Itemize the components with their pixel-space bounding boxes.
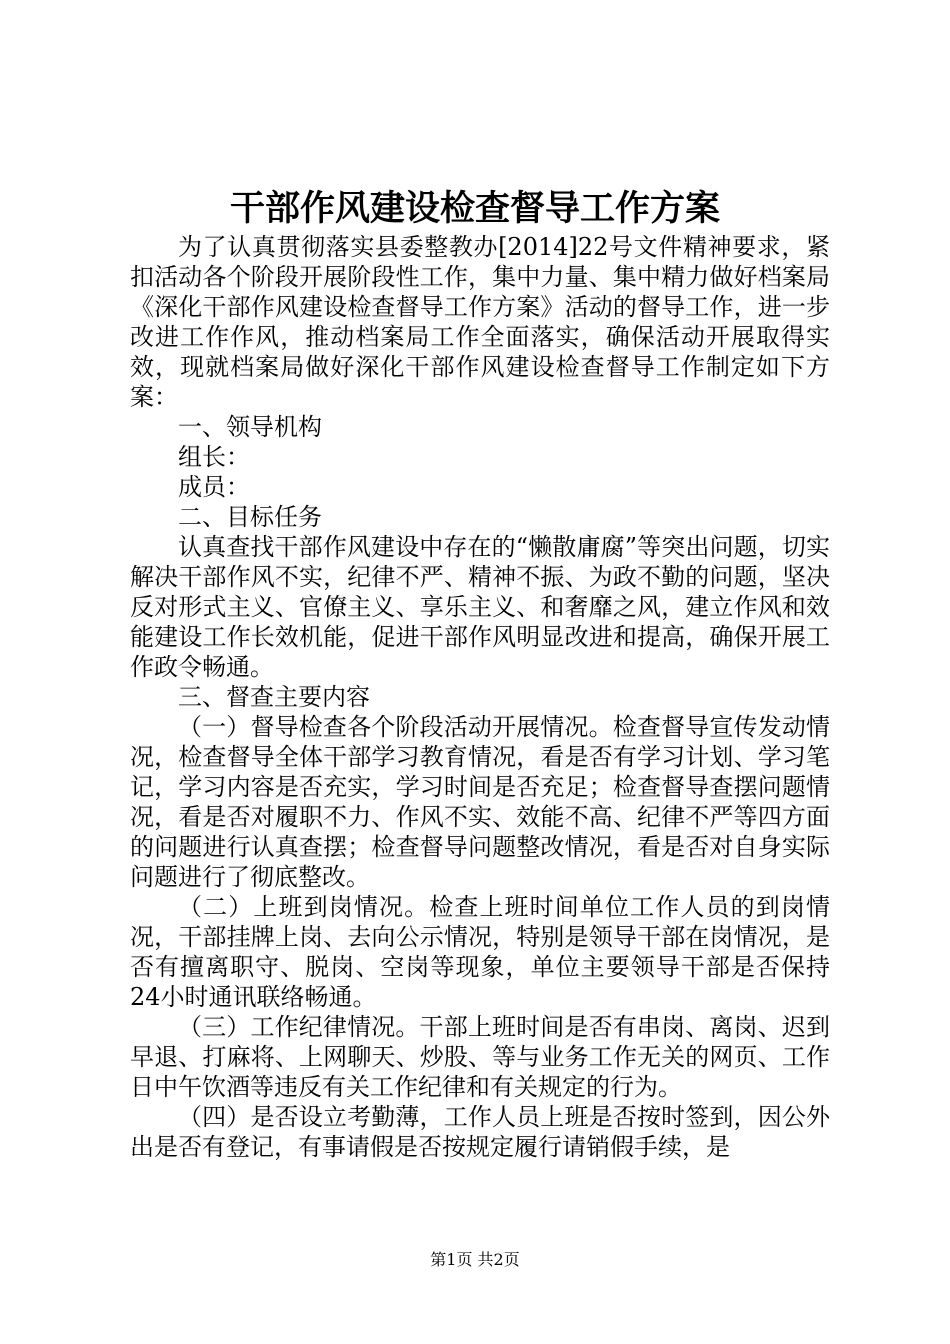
heading-goals: 二、目标任务 [178, 503, 322, 531]
heading-leadership: 一、领导机构 [178, 413, 322, 441]
page-footer: 第1页 共2页 [430, 1250, 520, 1269]
field-members: 成员： [178, 473, 250, 501]
document-body [130, 232, 830, 1162]
paragraph-item-2: （二）上班到岗情况。检查上班时间单位工作人员的到岗情况，干部挂牌上岗、去向公示情况，特别是领导干部在岗情况，是否有擅离职守、脱岗、空岗等现象，单位主要领导干部是否保持24小时通讯联络畅通。 [130, 893, 830, 1011]
paragraph-item-4: （四）是否设立考勤薄，工作人员上班是否按时签到，因公外出是否有登记，有事请假是否按规定履行请销假手续，是 [130, 1103, 830, 1161]
paragraph-item-3: （三）工作纪律情况。干部上班时间是否有串岗、离岗、迟到早退、打麻将、上网聊天、炒股、等与业务工作无关的网页、工作日中午饮酒等违反有关工作纪律和有关规定的行为。 [130, 1013, 830, 1101]
document-title: 干部作风建设检查督导工作方案 [229, 188, 720, 229]
paragraph-intro: 为了认真贯彻落实县委整教办[2014]22号文件精神要求，紧扣活动各个阶段开展阶段性工作，集中力量、集中精力做好档案局《深化干部作风建设检查督导工作方案》活动的督导工作，进一步改进工作作风，推动档案局工作全面落实，确保活动开展取得实效，现就档案局做好深化干部作风建设检查督导工作制定如下方案： [130, 233, 830, 411]
paragraph-goals: 认真查找干部作风建设中存在的“懒散庸腐”等突出问题，切实解决干部作风不实，纪律不严、精神不振、为政不勤的问题，坚决反对形式主义、官僚主义、享乐主义、和奢靡之风，建立作风和效能建设工作长效机能，促进干部作风明显改进和提高，确保开展工作政令畅通。 [130, 533, 830, 681]
paragraph-item-1: （一）督导检查各个阶段活动开展情况。检查督导宣传发动情况，检查督导全体干部学习教育情况，看是否有学习计划、学习笔记，学习内容是否充实，学习时间是否充足；检查督导查摆问题情况，看是否对履职不力、作风不实、效能不高、纪律不严等四方面的问题进行认真查摆；检查督导问题整改情况，看是否对自身实际问题进行了彻底整改。 [130, 713, 830, 891]
field-group-leader: 组长： [178, 443, 250, 471]
heading-inspection-content: 三、督查主要内容 [178, 683, 370, 711]
